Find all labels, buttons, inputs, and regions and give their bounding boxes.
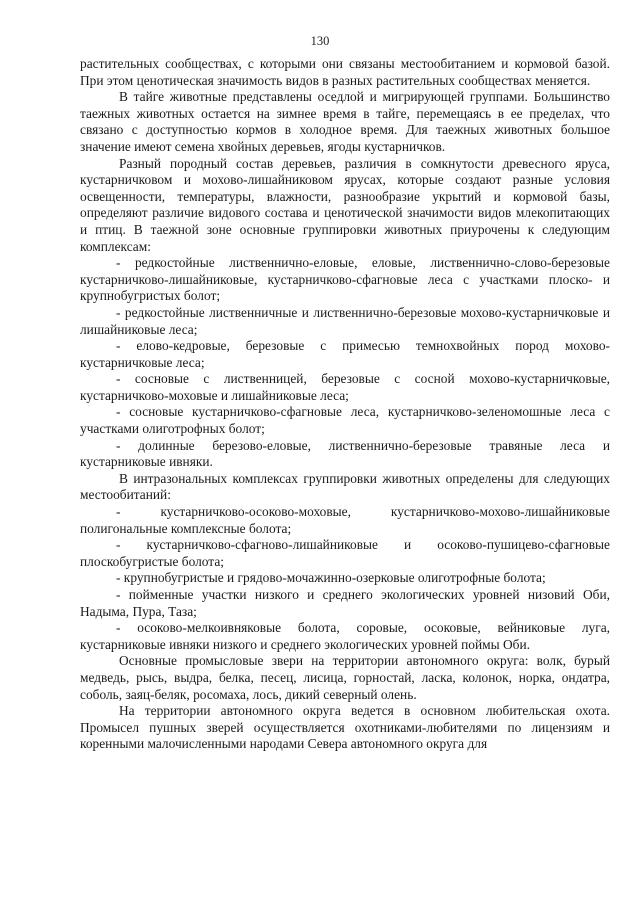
list-item-paragraph: - кустарничково-сфагново-лишайниковые и осоково-пушицево-сфагновые плоскобугристые болота;	[80, 537, 610, 569]
list-item-paragraph: - осоково-мелкоивняковые болота, соровые, осоковые, вейниковые луга, кустарниковые ивняки низкого и среднего экологических уровней поймы Оби.	[80, 620, 610, 652]
list-item-paragraph: - кустарничково-осоково-моховые, кустарничково-мохово-лишайниковые полигональные комплексные болота;	[80, 504, 610, 536]
list-item-paragraph: - крупнобугристые и грядово-мочажинно-озерковые олиготрофные болота;	[116, 570, 546, 586]
text-paragraph: В интразональных комплексах группировки животных определены для следующих местообитаний:	[80, 470, 610, 503]
list-item-paragraph: - редкостойные лиственнично-еловые, еловые, лиственнично-слово-березовые кустарничково-лишайниковые, кустарничково-сфагновые леса с участками плоско- и крупнобугристых болот;	[80, 255, 610, 304]
text-paragraph: В тайге животные представлены оседлой и мигрирующей группами. Большинство таежных животных остается на зимнее время в тайге, перемещаясь в ее пределах, что связано с доступностью кормов в холодное время. Для таежных животных большое значение имеют семена хвойных деревьев, ягоды кустарничков.	[80, 89, 610, 154]
list-item-paragraph: - редкостойные лиственничные и лиственнично-березовые мохово-кустарничковые и лишайниковые леса;	[80, 304, 610, 337]
list-item-paragraph: - сосновые кустарничково-сфагновые леса, кустарничково-зеленомошные леса с участками олиготрофных болот;	[80, 404, 610, 437]
text-paragraph: Основные промысловые звери на территории автономного округа: волк, бурый медведь, рысь, выдра, белка, песец, лисица, горностай, ласка, колонок, норка, ондатра, соболь, заяц-беляк, росомаха, лось, дикий северный олень.	[80, 653, 610, 702]
list-item-paragraph: - сосновые с лиственницей, березовые с сосной мохово-кустарничковые, кустарничково-моховые и лишайниковые леса;	[80, 371, 610, 403]
list-item-paragraph: - долинные березово-еловые, лиственнично-березовые травяные леса и кустарниковые ивняки.	[80, 437, 610, 470]
text-paragraph: На территории автономного округа ведется в основном любительская охота. Промысел пушных зверей осуществляется охотниками-любителями по лицензиям и коренными малочисленными народами Севера автономного округа для	[80, 703, 610, 752]
text-paragraph: Разный породный состав деревьев, различия в сомкнутости древесного яруса, кустарничковом и мохово-лишайниковом ярусах, которые создают разные условия освещенности, температуры, влажности, разнообразие укрытий и кормовой базы, определяют различие видового состава и ценотической значимости видов млекопитающих и птиц. В таежной зоне основные группировки животных приурочены к следующим комплексам:	[80, 155, 610, 254]
body-text	[80, 56, 610, 753]
list-item-paragraph: - пойменные участки низкого и среднего экологических уровней низовий Оби, Надыма, Пура, Таза;	[80, 587, 610, 619]
list-item-paragraph: - елово-кедровые, березовые с примесью темнохвойных пород мохово-кустарничковые леса;	[80, 338, 610, 370]
text-paragraph: растительных сообществах, с которыми они связаны местообитанием и кормовой базой. При этом ценотическая значимость видов в разных растительных сообществах меняется.	[80, 56, 610, 88]
page-number: 130	[310, 34, 330, 48]
